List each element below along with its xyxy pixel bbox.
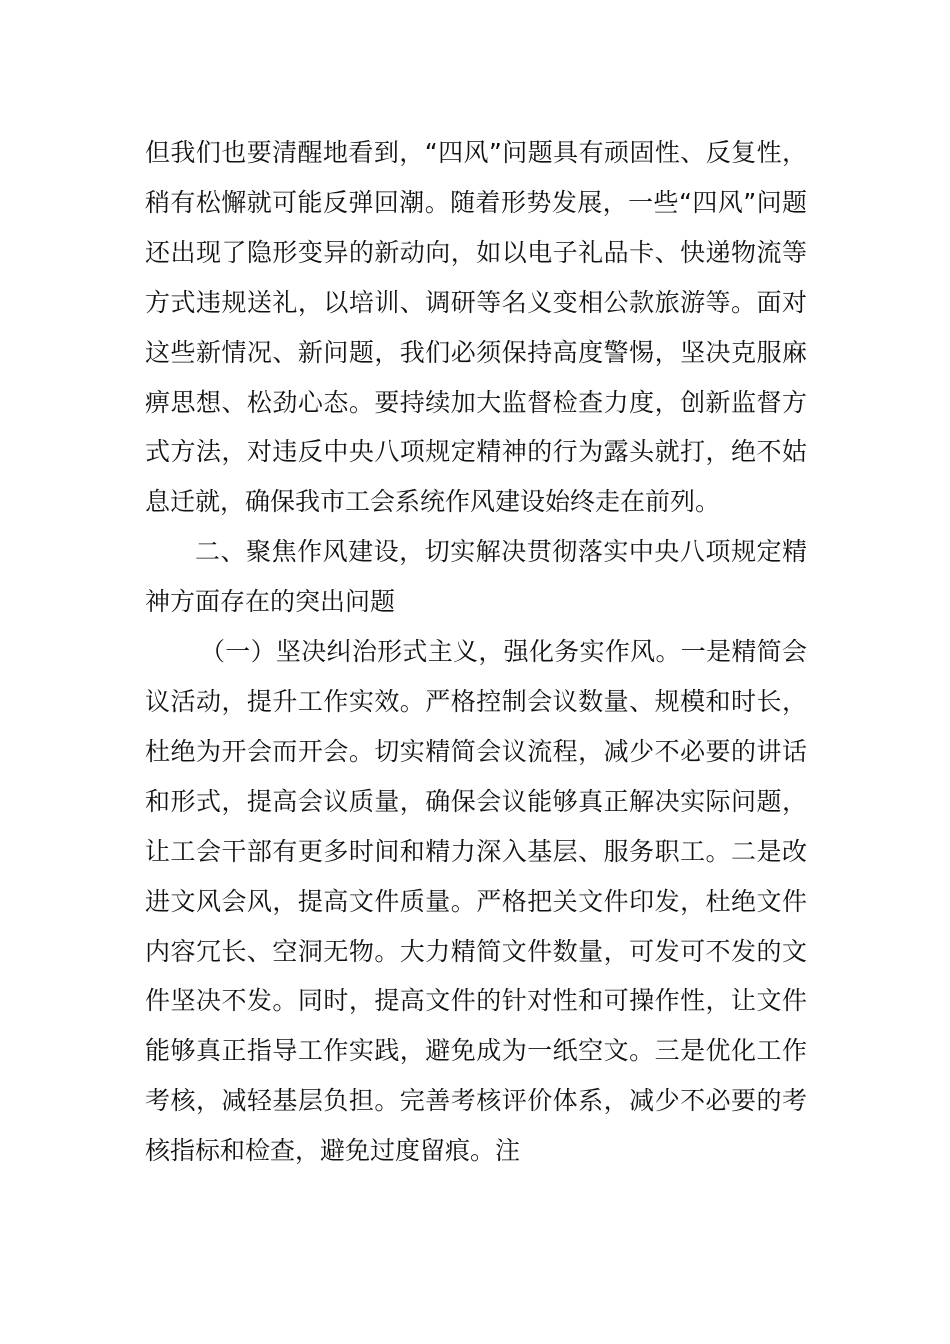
document-body (145, 128, 807, 1176)
paragraph-continuation: 但我们也要清醒地看到，“四风”问题具有顽固性、反复性，稍有松懈就可能反弹回潮。随着形势发展，一些“四风”问题还出现了隐形变异的新动向，如以电子礼品卡、快递物流等方式违规送礼，以培训、调研等名义变相公款旅游等。面对这些新情况、新问题，我们必须保持高度警惕，坚决克服麻痹思想、松劲心态。要持续加大监督检查力度，创新监督方式方法，对违反中央八项规定精神的行为露头就打，绝不姑息迁就，确保我市工会系统作风建设始终走在前列。 (145, 138, 807, 517)
paragraph-subsection-one: （一）坚决纠治形式主义，强化务实作风。一是精简会议活动，提升工作实效。严格控制会议数量、规模和时长，杜绝为开会而开会。切实精简会议流程，减少不必要的讲话和形式，提高会议质量，确保会议能够真正解决实际问题，让工会干部有更多时间和精力深入基层、服务职工。二是改进文风会风，提高文件质量。严格把关文件印发，杜绝文件内容冗长、空洞无物。大力精简文件数量，可发可不发的文件坚决不发。同时，提高文件的针对性和可操作性，让文件能够真正指导工作实践，避免成为一纸空文。三是优化工作考核，减轻基层负担。完善考核评价体系，减少不必要的考核指标和检查，避免过度留痕。注 (145, 637, 807, 1166)
section-heading: 二、聚焦作风建设，切实解决贯彻落实中央八项规定精神方面存在的突出问题 (145, 537, 807, 617)
